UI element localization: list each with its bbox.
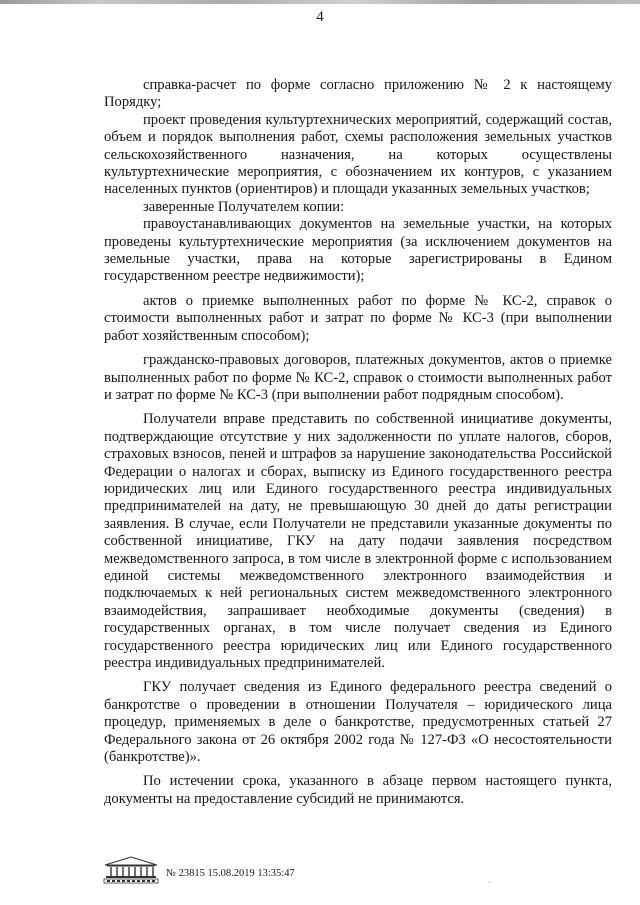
- paragraph: Получатели вправе представить по собственной инициативе документы, подтверждающие отсутствие у них задолженности по уплате налогов, сборов, страховых взносов, пеней и штрафов за нарушение законодательства Российской Федерации о налогах и сборах, выписку из Единого государственного реестра юридических лиц или Единого государственного реестра индивидуальных предпринимателей на дату, не превышающую 30 дней до даты регистрации заявления. В случае, если Получатели не представили указанные документы по собственной инициативе, ГКУ на дату подачи заявления посредством межведомственного запроса, в том числе в электронной форме с использованием единой системы межведомственного электронного взаимодействия и подключаемых к ней региональных систем межведомственного электронного взаимодействия, запрашивает необходимые документы (сведения) в государственных органах, в том числе получает сведения из Единого государственного реестра юридических лиц или Единого государственного реестра индивидуальных предпринимателей.: [104, 411, 612, 671]
- document-body: [104, 77, 612, 808]
- paragraph: ГКУ получает сведения из Единого федерального реестра сведений о банкротстве о проведении в отношении Получателя – юридического лица процедур, применяемых в деле о банкротстве, предусмотренных статьей 27 Федерального закона от 26 октября 2002 года № 127-ФЗ «О несостоятельности (банкротстве)».: [104, 679, 612, 766]
- page-number: 4: [316, 9, 324, 25]
- paragraph: гражданско-правовых договоров, платежных документов, актов о приемке выполненных работ по форме № КС-2, справок о стоимости выполненных работ и затрат по форме № КС-3 (при выполнении работ подрядным способом).: [104, 352, 612, 403]
- registration-stamp: № 23815 15.08.2019 13:35:47: [166, 868, 295, 879]
- government-building-logo-icon: [103, 856, 159, 884]
- footer: [103, 856, 433, 888]
- paragraph: заверенные Получателем копии:: [143, 198, 345, 215]
- scan-edge-artifact: [0, 0, 640, 4]
- paragraph: актов о приемке выполненных работ по форме № КС-2, справок о стоимости выполненных работ и затрат по форме № КС-3 (при выполнении работ хозяйственным способом);: [104, 292, 612, 344]
- paragraph: правоустанавливающих документов на земельные участки, на которых проведены культуртехнические мероприятия (за исключением документов на земельные участки, права на которые зарегистрированы в Едином государственном реестре недвижимости);: [104, 216, 612, 285]
- paragraph: проект проведения культуртехнических мероприятий, содержащий состав, объем и порядок выполнения работ, схемы расположения земельных участков сельскохозяйственного назначения, на которых осуществлены культуртехнические мероприятия, с обозначением их контуров, с указанием населенных пунктов (ориентиров) и площади указанных земельных участков;: [104, 111, 612, 198]
- paragraph: справка-расчет по форме согласно приложению № 2 к настоящему Порядку;: [104, 77, 612, 111]
- scan-mark: ˎ: [488, 873, 491, 883]
- paragraph: По истечении срока, указанного в абзаце первом настоящего пункта, документы на предоставление субсидий не принимаются.: [104, 773, 612, 807]
